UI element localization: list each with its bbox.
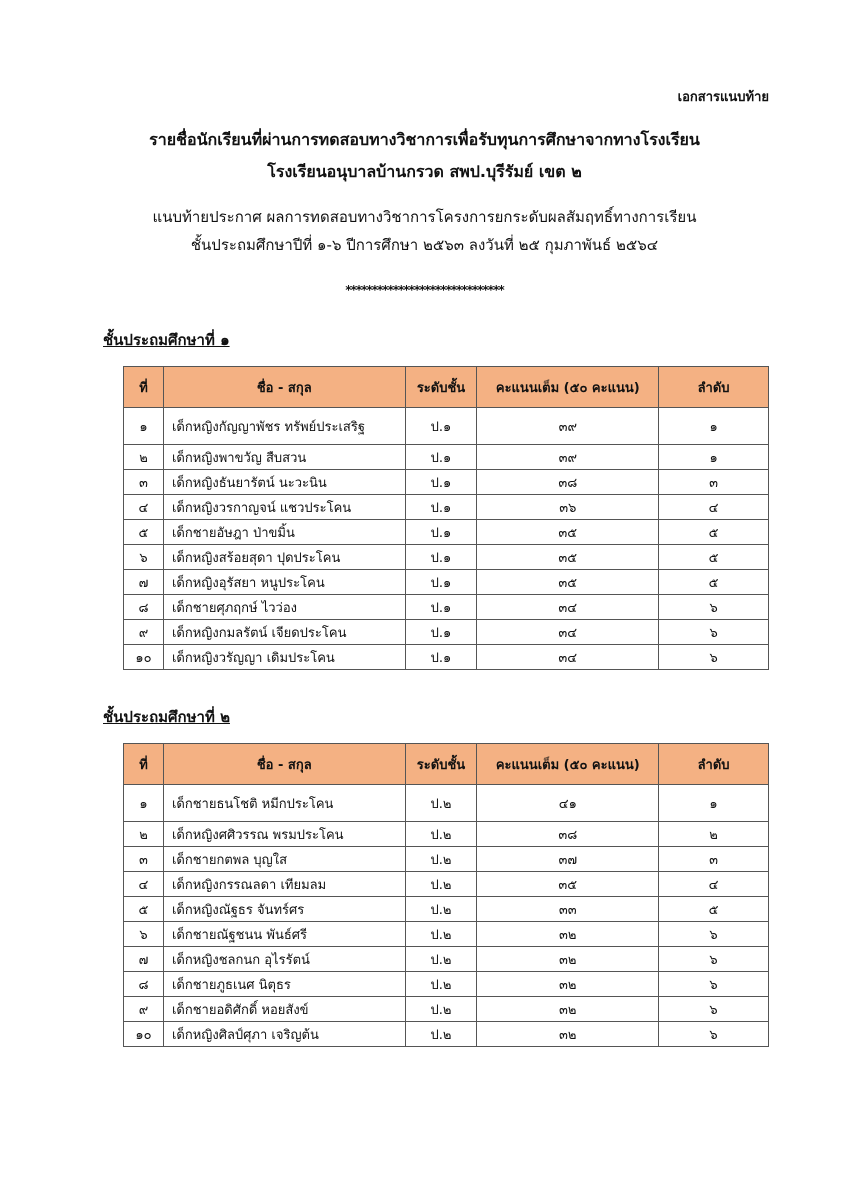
cell-name: เด็กหญิงกัญญาพัชร ทรัพย์ประเสริฐ [163,408,405,445]
cell-level: ป.๑ [405,520,477,545]
grade1-label: ชั้นประถมศึกษาที่ ๑ [103,331,230,349]
cell-name: เด็กหญิงชลกนก อุไรรัตน์ [163,947,405,972]
cell-rank: ๔ [659,495,769,520]
table-row [124,997,769,1022]
header-name: ชื่อ - สกุล [163,744,405,785]
cell-score: ๓๕ [477,872,659,897]
cell-name: เด็กชายศุภฤกษ์ ไวว่อง [163,595,405,620]
cell-name: เด็กหญิงธันยารัตน์ นะวะนิน [163,470,405,495]
header-rank: ลำดับ [659,367,769,408]
cell-rank: ๑ [659,408,769,445]
table-row [124,785,769,822]
cell-no: ๗ [124,570,164,595]
cell-score: ๓๕ [477,520,659,545]
cell-name: เด็กชายธนโชติ หมีกประโคน [163,785,405,822]
cell-score: ๓๒ [477,1022,659,1047]
table-row [124,470,769,495]
cell-score: ๓๕ [477,570,659,595]
table-row [124,545,769,570]
cell-name: เด็กชายณัฐชนน พันธ์ศรี [163,922,405,947]
document-title: รายชื่อนักเรียนที่ผ่านการทดสอบทางวิชาการเพื่อรับทุนการศึกษาจากทางโรงเรียน [149,130,700,149]
table-row [124,847,769,872]
cell-score: ๓๗ [477,847,659,872]
cell-score: ๓๘ [477,470,659,495]
table-row [124,570,769,595]
cell-no: ๕ [124,897,164,922]
cell-level: ป.๒ [405,997,477,1022]
cell-name: เด็กหญิงกรรณลดา เทียมลม [163,872,405,897]
cell-no: ๘ [124,595,164,620]
table-row [124,897,769,922]
cell-level: ป.๒ [405,822,477,847]
cell-level: ป.๑ [405,595,477,620]
cell-level: ป.๒ [405,972,477,997]
table-row [124,445,769,470]
cell-rank: ๕ [659,570,769,595]
cell-rank: ๖ [659,972,769,997]
cell-no: ๓ [124,470,164,495]
table-row [124,595,769,620]
cell-name: เด็กหญิงศศิวรรณ พรมประโคน [163,822,405,847]
cell-level: ป.๑ [405,570,477,595]
announcement-date: ชั้นประถมศึกษาปีที่ ๑-๖ ปีการศึกษา ๒๕๖๓ ลงวันที่ ๒๕ กุมภาพันธ์ ๒๕๖๔ [190,236,659,254]
table-row [124,972,769,997]
cell-no: ๑ [124,408,164,445]
cell-name: เด็กหญิงกมลรัตน์ เจียดประโคน [163,620,405,645]
cell-score: ๓๙ [477,445,659,470]
cell-rank: ๔ [659,872,769,897]
cell-no: ๑๐ [124,645,164,670]
cell-no: ๗ [124,947,164,972]
table-row [124,620,769,645]
table-row [124,947,769,972]
cell-rank: ๖ [659,595,769,620]
table-row [124,645,769,670]
cell-level: ป.๒ [405,872,477,897]
grade2-table [123,743,769,1047]
cell-no: ๒ [124,445,164,470]
cell-level: ป.๒ [405,947,477,972]
table-header-row [124,744,769,785]
cell-no: ๑ [124,785,164,822]
header-rank: ลำดับ [659,744,769,785]
cell-no: ๙ [124,620,164,645]
cell-level: ป.๑ [405,645,477,670]
cell-level: ป.๑ [405,408,477,445]
grade1-table-body [124,408,769,670]
cell-score: ๓๒ [477,972,659,997]
cell-level: ป.๑ [405,445,477,470]
cell-score: ๓๕ [477,545,659,570]
cell-no: ๙ [124,997,164,1022]
cell-rank: ๓ [659,470,769,495]
cell-name: เด็กหญิงณัฐธร จันทร์ศร [163,897,405,922]
cell-name: เด็กหญิงศิลป์ศุภา เจริญต้น [163,1022,405,1047]
cell-score: ๓๖ [477,495,659,520]
cell-name: เด็กหญิงพาขวัญ สืบสวน [163,445,405,470]
cell-level: ป.๒ [405,1022,477,1047]
header-score: คะแนนเต็ม (๕๐ คะแนน) [477,367,659,408]
header-level: ระดับชั้น [405,744,477,785]
cell-level: ป.๑ [405,470,477,495]
cell-rank: ๖ [659,947,769,972]
cell-rank: ๖ [659,1022,769,1047]
grade1-table [123,366,769,670]
table-row [124,520,769,545]
cell-rank: ๖ [659,645,769,670]
cell-score: ๓๔ [477,645,659,670]
table-row [124,408,769,445]
header-name: ชื่อ - สกุล [163,367,405,408]
cell-name: เด็กหญิงสร้อยสุดา ปุดประโคน [163,545,405,570]
cell-name: เด็กหญิงอุรัสยา หนูประโคน [163,570,405,595]
cell-score: ๓๒ [477,922,659,947]
table-header-row [124,367,769,408]
cell-score: ๓๘ [477,822,659,847]
cell-name: เด็กชายอดิศักดิ์ หอยสังข์ [163,997,405,1022]
table-row [124,495,769,520]
cell-name: เด็กหญิงวรกาญจน์ แชวประโคน [163,495,405,520]
cell-level: ป.๒ [405,785,477,822]
grade2-label: ชั้นประถมศึกษาที่ ๒ [103,708,230,726]
table-row [124,922,769,947]
cell-name: เด็กชายกตพล บุญใส [163,847,405,872]
cell-no: ๔ [124,495,164,520]
cell-no: ๔ [124,872,164,897]
header-no: ที่ [124,367,164,408]
cell-level: ป.๑ [405,495,477,520]
cell-rank: ๖ [659,997,769,1022]
header-score: คะแนนเต็ม (๕๐ คะแนน) [477,744,659,785]
school-name: โรงเรียนอนุบาลบ้านกรวด สพป.บุรีรัมย์ เขต ๒ [267,162,582,181]
cell-rank: ๕ [659,545,769,570]
cell-no: ๑๐ [124,1022,164,1047]
announcement-reference: แนบท้ายประกาศ ผลการทดสอบทางวิชาการโครงการยกระดับผลสัมฤทธิ์ทางการเรียน [152,208,697,226]
cell-name: เด็กชายภูธเนศ นิตุธร [163,972,405,997]
grade2-table-body [124,785,769,1047]
cell-level: ป.๒ [405,897,477,922]
cell-no: ๖ [124,922,164,947]
attachment-label: เอกสารแนบท้าย [677,90,769,105]
cell-level: ป.๑ [405,620,477,645]
cell-rank: ๕ [659,897,769,922]
cell-rank: ๑ [659,445,769,470]
cell-rank: ๕ [659,520,769,545]
table-row [124,872,769,897]
cell-score: ๓๒ [477,997,659,1022]
header-level: ระดับชั้น [405,367,477,408]
cell-no: ๘ [124,972,164,997]
cell-score: ๔๑ [477,785,659,822]
cell-level: ป.๒ [405,847,477,872]
cell-level: ป.๑ [405,545,477,570]
separator: ****************************** [345,283,504,297]
cell-name: เด็กหญิงวรัญญา เดิมประโคน [163,645,405,670]
cell-score: ๓๒ [477,947,659,972]
table-row [124,1022,769,1047]
cell-score: ๓๔ [477,595,659,620]
cell-score: ๓๔ [477,620,659,645]
cell-score: ๓๓ [477,897,659,922]
header-no: ที่ [124,744,164,785]
cell-rank: ๖ [659,922,769,947]
cell-name: เด็กชายอัษฎา ป่าขมิ้น [163,520,405,545]
cell-score: ๓๙ [477,408,659,445]
cell-rank: ๑ [659,785,769,822]
cell-level: ป.๒ [405,922,477,947]
cell-rank: ๖ [659,620,769,645]
cell-no: ๖ [124,545,164,570]
table-row [124,822,769,847]
cell-rank: ๓ [659,847,769,872]
cell-no: ๓ [124,847,164,872]
cell-no: ๒ [124,822,164,847]
cell-no: ๕ [124,520,164,545]
cell-rank: ๒ [659,822,769,847]
